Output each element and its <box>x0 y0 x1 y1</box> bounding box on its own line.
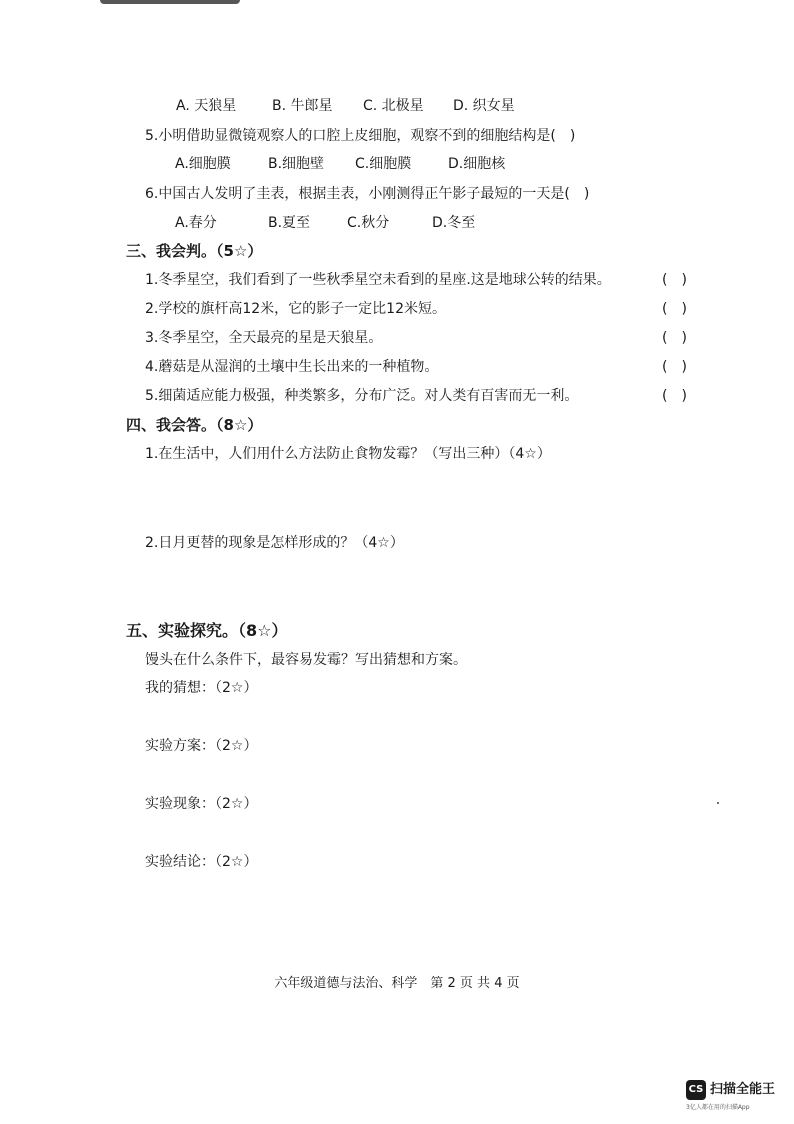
q5-option-a: A.细胞膜 <box>175 156 231 172</box>
q6-options <box>0 213 794 233</box>
answer-question-2: 2.日月更替的现象是怎样形成的？（4☆） <box>145 535 404 551</box>
judge-item-4: 4.蘑菇是从湿润的土壤中生长出来的一种植物。 <box>145 359 439 375</box>
question-6: 6.中国古人发明了圭表，根据圭表，小刚测得正午影子最短的一天是( ) <box>145 186 590 202</box>
judge-paren-5: ( ) <box>662 388 687 404</box>
q5-option-b: B.细胞壁 <box>268 156 325 172</box>
scan-edge-mark <box>100 0 240 4</box>
question-5: 5.小明借助显微镜观察人的口腔上皮细胞，观察不到的细胞结构是( ) <box>145 128 576 144</box>
q4-option-d: D. 织女星 <box>453 98 515 114</box>
watermark-name: 扫描全能王 <box>710 1082 776 1097</box>
scanner-watermark <box>686 1078 794 1118</box>
judge-paren-2: ( ) <box>662 301 687 317</box>
hypothesis-field: 我的猜想：（2☆） <box>145 680 258 696</box>
page-footer: 六年级道德与法治、科学 第 2 页 共 4 页 <box>274 976 520 991</box>
judge-paren-1: ( ) <box>662 272 687 288</box>
q6-option-d: D.冬至 <box>432 215 476 231</box>
judge-paren-3: ( ) <box>662 330 687 346</box>
section-5-heading: 五、实验探究。（8☆） <box>126 621 288 640</box>
method-field: 实验方案：（2☆） <box>145 738 258 754</box>
section-3-heading: 三、我会判。（5☆） <box>126 242 263 260</box>
q6-option-c: C.秋分 <box>347 215 390 231</box>
experiment-prompt: 馒头在什么条件下，最容易发霉？写出猜想和方案。 <box>145 652 467 668</box>
q6-option-b: B.夏至 <box>268 215 311 231</box>
camscanner-logo-icon: CS <box>686 1080 706 1100</box>
q6-option-a: A.春分 <box>175 215 217 231</box>
judge-paren-4: ( ) <box>662 359 687 375</box>
watermark-tagline: 3亿人都在用的扫描App <box>686 1104 750 1111</box>
q5-option-d: D.细胞核 <box>448 156 506 172</box>
observation-field: 实验现象：（2☆） <box>145 796 258 812</box>
q4-options <box>0 96 794 116</box>
q4-option-a: A. 天狼星 <box>176 98 237 114</box>
judge-item-5: 5.细菌适应能力极强，种类繁多，分布广泛。对人类有百害而无一利。 <box>145 388 579 404</box>
section-4-heading: 四、我会答。（8☆） <box>126 416 263 434</box>
q5-option-c: C.细胞膜 <box>355 156 412 172</box>
q5-options <box>0 154 794 174</box>
judge-item-3: 3.冬季星空，全天最亮的星是天狼星。 <box>145 330 383 346</box>
conclusion-field: 实验结论：（2☆） <box>145 854 258 870</box>
q4-option-c: C. 北极星 <box>363 98 424 114</box>
answer-question-1: 1.在生活中，人们用什么方法防止食物发霉？（写出三种）（4☆） <box>145 446 551 462</box>
scan-speck <box>717 802 719 804</box>
q4-option-b: B. 牛郎星 <box>272 98 333 114</box>
judge-item-2: 2.学校的旗杆高12米，它的影子一定比12米短。 <box>145 301 446 317</box>
judge-item-1: 1.冬季星空，我们看到了一些秋季星空未看到的星座.这是地球公转的结果。 <box>145 272 611 288</box>
